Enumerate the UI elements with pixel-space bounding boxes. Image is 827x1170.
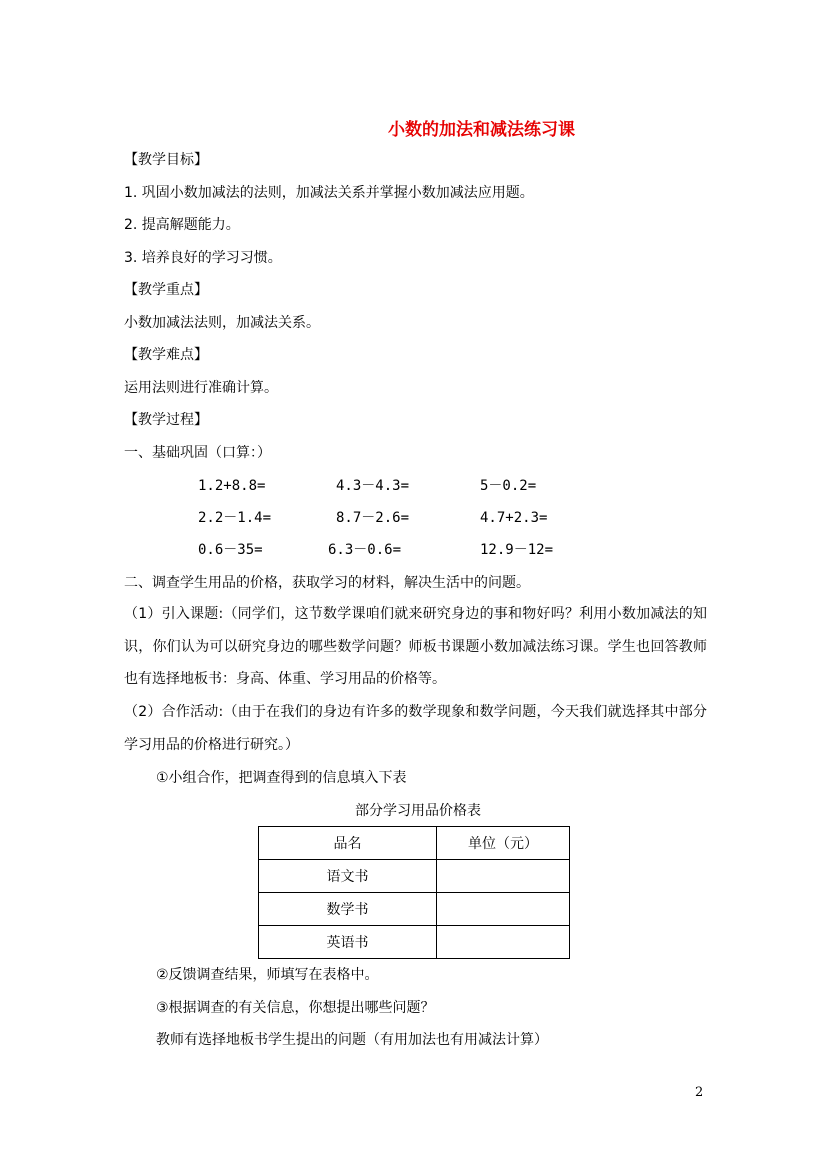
step-4: 教师有选择地板书学生提出的问题（有用加法也有用减法计算） [156, 1032, 548, 1048]
calc-item: 1.2+8.8= [198, 478, 266, 494]
header-item-name: 品名 [259, 827, 437, 860]
page-title: 小数的加法和减法练习课 [388, 120, 575, 140]
step-1: ①小组合作，把调查得到的信息填入下表 [156, 770, 407, 786]
section-1-heading: 一、基础巩固（口算：） [124, 445, 271, 461]
step-3: ③根据调查的有关信息，你想提出哪些问题？ [156, 1000, 435, 1016]
key-heading: 【教学重点】 [124, 282, 208, 298]
section-2-heading: 二、调查学生用品的价格，获取学习的材料，解决生活中的问题。 [124, 575, 530, 591]
table-caption: 部分学习用品价格表 [355, 803, 481, 819]
row-item-name: 语文书 [259, 860, 437, 893]
goal-item-3: 3. 培养良好的学习习惯。 [124, 250, 282, 266]
process-heading: 【教学过程】 [124, 412, 208, 428]
calc-item: 8.7－2.6= [336, 510, 410, 526]
difficulty-text: 运用法则进行准确计算。 [124, 380, 278, 396]
goals-heading: 【教学目标】 [124, 152, 208, 168]
goal-item-1: 1. 巩固小数加减法的法则，加减法关系并掌握小数加减法应用题。 [124, 185, 534, 201]
price-table [258, 826, 570, 959]
calc-item: 6.3－0.6= [328, 542, 402, 558]
table-header-row [259, 827, 570, 860]
page-number: 2 [695, 1085, 704, 1100]
row-item-name: 英语书 [259, 926, 437, 959]
calc-item: 12.9－12= [480, 542, 554, 558]
cooperation-paragraph: （2）合作活动:（由于在我们的身边有许多的数学现象和数学问题，今天我们就选择其中部分学习用品的价格进行研究。） [124, 704, 707, 753]
row-item-name: 数学书 [259, 893, 437, 926]
calc-item: 2.2－1.4= [198, 510, 272, 526]
calc-item: 5－0.2= [480, 478, 537, 494]
calc-item: 4.7+2.3= [480, 510, 548, 526]
calc-item: 0.6－35= [198, 542, 263, 558]
difficulty-heading: 【教学难点】 [124, 347, 208, 363]
goal-item-2: 2. 提高解题能力。 [124, 217, 240, 233]
row-price-cell [437, 926, 570, 959]
table-row [259, 893, 570, 926]
step-2: ②反馈调查结果，师填写在表格中。 [156, 967, 379, 983]
key-text: 小数加减法法则，加减法关系。 [124, 315, 320, 331]
intro-paragraph: （1）引入课题:（同学们，这节数学课咱们就来研究身边的事和物好吗？利用小数加减法的知识，你们认为可以研究身边的哪些数学问题？师板书课题小数加减法练习课。学生也回答教师也有选择地板书：身高、体重、学习用品的价格等。 [124, 606, 707, 687]
calc-item: 4.3－4.3= [336, 478, 410, 494]
table-row [259, 926, 570, 959]
table-row [259, 860, 570, 893]
header-unit-price: 单位（元） [437, 827, 570, 860]
row-price-cell [437, 893, 570, 926]
row-price-cell [437, 860, 570, 893]
